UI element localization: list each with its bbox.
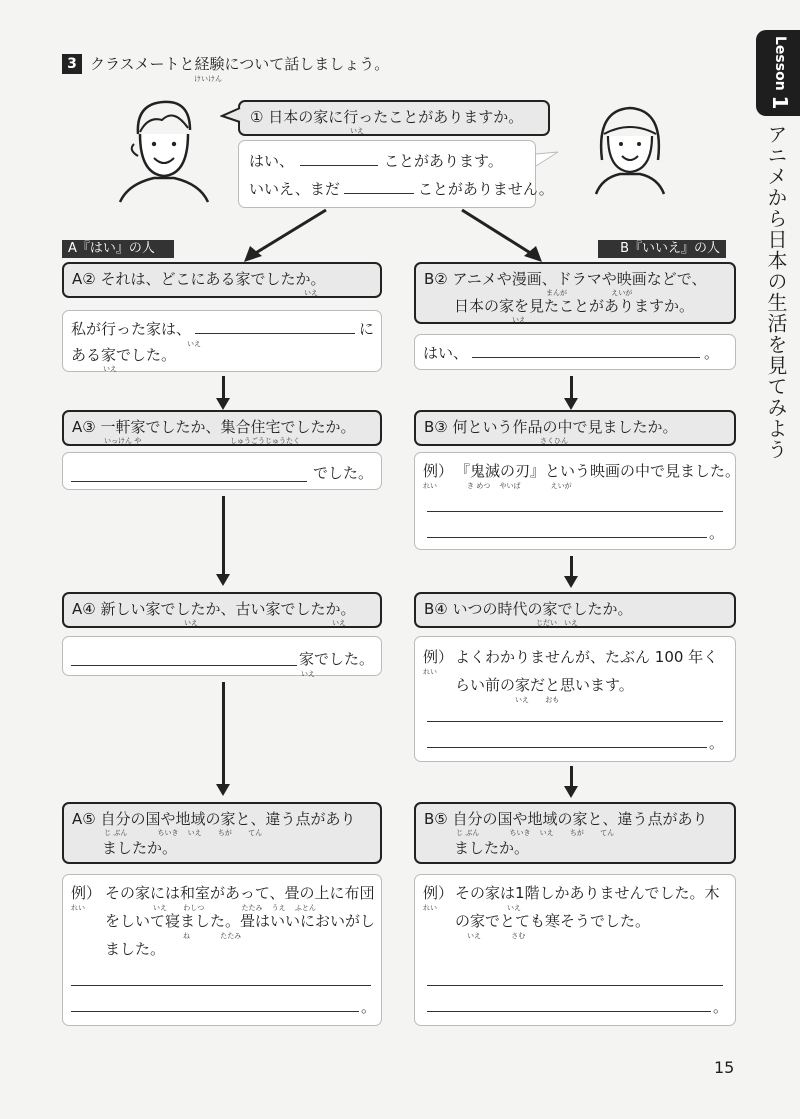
a5-example-label-ruby: れい	[71, 904, 85, 912]
a-arrow-1	[222, 376, 225, 400]
a3-question: A③ 一軒家でしたか、集合住宅でしたか。	[72, 418, 356, 436]
a5-example-line3: ました。	[105, 940, 166, 958]
lesson-tab	[756, 30, 800, 116]
a-arrowhead-3	[216, 784, 230, 796]
b3-example-line: 『鬼滅の刃』という映画の中で見ました。	[455, 462, 741, 480]
man-face-icon	[118, 94, 214, 204]
b4-answer-end: 。	[709, 734, 725, 752]
b5-example-line2: の家でとても寒そうでした。	[455, 912, 651, 930]
b5-answer-line1	[427, 985, 723, 986]
a5-example-line2-ruby: ね たたみ	[183, 932, 242, 940]
a5-example-line1: その家には和室があって、畳の上に布団	[105, 884, 375, 902]
b2-question-ruby2: いえ	[512, 316, 526, 324]
a4-answer-ruby: いえ	[301, 670, 315, 678]
a5-example-line2: をしいて寝ました。畳はいいにおいがし	[105, 912, 376, 930]
b4-answer-box	[414, 636, 736, 762]
a3-question-box	[62, 410, 382, 446]
b5-example-line2-ruby: いえ さむ	[467, 932, 526, 940]
b5-example-line1: その家は1階しかありませんでした。木	[455, 884, 720, 902]
b-arrow-3	[570, 766, 573, 788]
a5-answer-end: 。	[361, 998, 377, 1016]
a-arrow-2	[222, 496, 225, 576]
lesson-tab-label	[768, 36, 792, 109]
a5-answer-line1	[71, 985, 371, 986]
section-instruction: クラスメートと経験について話しましょう。	[90, 55, 390, 73]
b5-example-line1-ruby: いえ	[507, 904, 521, 912]
b4-answer-line1	[427, 721, 723, 722]
b5-answer-box	[414, 874, 736, 1026]
a3-answer-suffix: でした。	[313, 464, 374, 482]
a4-answer-box	[62, 636, 382, 676]
a2-answer-ruby1: いえ	[187, 340, 201, 348]
a4-answer-line	[71, 665, 297, 666]
a4-question-box	[62, 592, 382, 628]
b3-question: B③ 何という作品の中で見ましたか。	[424, 418, 678, 436]
a2-question-ruby: いえ	[304, 289, 318, 297]
a5-question-box	[62, 802, 382, 864]
section-number-badge: 3	[62, 54, 82, 74]
b2-question-line1: B② アニメや漫画、ドラマや映画などで、	[424, 270, 707, 288]
b2-question-box	[414, 262, 736, 324]
b5-question-line1: B⑤ 自分の国や地域の家と、違う点があり	[424, 810, 708, 828]
a3-answer-line	[71, 481, 307, 482]
a3-question-ruby2: しゅうごうじゅうたく	[230, 437, 300, 445]
b3-answer-line2	[427, 537, 707, 538]
a2-answer-box	[62, 310, 382, 372]
a5-question-line2: ましたか。	[102, 839, 178, 857]
b3-example-ruby: き めつ やいば えいが	[467, 482, 572, 490]
b2-answer: はい、 。	[423, 344, 720, 362]
a3-answer-box	[62, 452, 382, 490]
a4-question-ruby1: いえ	[184, 619, 198, 627]
b5-answer-line2	[427, 1011, 711, 1012]
instruction-ruby: けいけん	[194, 75, 222, 83]
intro-question-ruby: いえ	[350, 127, 364, 135]
intro-answer-yes: はい、 ことがあります。	[249, 152, 503, 170]
label-a: A『はい』の人	[62, 240, 174, 258]
a-arrow-3	[222, 682, 225, 786]
a4-answer-suffix: 家でした。	[299, 650, 375, 668]
b2-question-ruby1: まんが えいが	[546, 289, 633, 297]
a3-question-ruby1: いっけん や	[104, 437, 142, 445]
b3-answer-line1	[427, 511, 723, 512]
a4-question: A④ 新しい家でしたか、古い家でしたか。	[72, 600, 356, 618]
b5-question-box	[414, 802, 736, 864]
b-arrow-2	[570, 556, 573, 578]
b5-question-ruby: じ ぶん ちいき いえ ちが てん	[456, 829, 615, 837]
b-arrowhead-1	[564, 398, 578, 410]
a2-question: A② それは、どこにある家でしたか。	[72, 270, 326, 288]
b3-example-label-ruby: れい	[423, 482, 437, 490]
b4-answer-line2	[427, 747, 707, 748]
a2-answer-line2: ある家でした。	[71, 346, 177, 364]
b4-example-line2: らい前の家だと思います。	[455, 676, 634, 694]
speech-tail-left	[220, 106, 242, 126]
a4-question-ruby2: いえ	[332, 619, 346, 627]
b4-question: B④ いつの時代の家でしたか。	[424, 600, 633, 618]
label-b: B『いいえ』の人	[598, 240, 726, 258]
a2-answer-line1: 私が行った家は、 に	[71, 320, 375, 338]
b-arrowhead-3	[564, 786, 578, 798]
a5-answer-line2	[71, 1011, 359, 1012]
b2-answer-box	[414, 334, 736, 370]
woman-face-icon	[590, 100, 670, 196]
lesson-number: 1	[768, 95, 792, 110]
a5-question-ruby: じ ぶん ちいき いえ ちが てん	[104, 829, 263, 837]
b3-example-label: 例）	[423, 462, 454, 480]
a2-answer-ruby2: いえ	[103, 365, 117, 373]
b4-question-ruby: じだい いえ	[536, 619, 578, 627]
b4-question-box	[414, 592, 736, 628]
lesson-text: Lesson	[772, 36, 788, 91]
b-arrowhead-2	[564, 576, 578, 588]
b5-answer-end: 。	[713, 998, 729, 1016]
b-arrow-1	[570, 376, 573, 400]
intro-question-bubble	[238, 100, 550, 136]
intro-answer-bubble	[238, 140, 554, 208]
intro-answer-no: いいえ、まだ ことがありません。	[249, 180, 554, 198]
a5-example-label: 例）	[71, 884, 102, 902]
a-arrowhead-2	[216, 574, 230, 586]
branch-arrows	[230, 206, 560, 266]
intro-question: ① 日本の家に行ったことがありますか。	[250, 108, 524, 126]
b5-question-line2: ましたか。	[454, 839, 530, 857]
b3-answer-end: 。	[709, 524, 725, 542]
a5-question-line1: A⑤ 自分の国や地域の家と、違う点があり	[72, 810, 356, 828]
a-arrowhead-1	[216, 398, 230, 410]
speech-tail-right	[534, 150, 560, 170]
page-number: 15	[714, 1058, 735, 1077]
b4-example-label: 例）	[423, 648, 454, 666]
b4-example-line1: よくわかりませんが、たぶん 100 年く	[455, 648, 719, 666]
b4-example-ruby: いえ おも	[515, 696, 560, 704]
a5-example-line1-ruby: いえ わしつ たたみ うえ ふとん	[153, 904, 316, 912]
lesson-title-vertical: アニメから日本の生活を見てみよう	[764, 124, 788, 460]
b4-example-label-ruby: れい	[423, 668, 437, 676]
b3-answer-box	[414, 452, 741, 550]
b5-example-label: 例）	[423, 884, 454, 902]
b2-question-line2: 日本の家を見たことがありますか。	[454, 297, 695, 315]
a5-answer-box	[62, 874, 382, 1026]
a2-question-box	[62, 262, 382, 298]
b3-question-ruby: さくひん	[540, 437, 568, 445]
b5-example-label-ruby: れい	[423, 904, 437, 912]
b3-question-box	[414, 410, 736, 446]
